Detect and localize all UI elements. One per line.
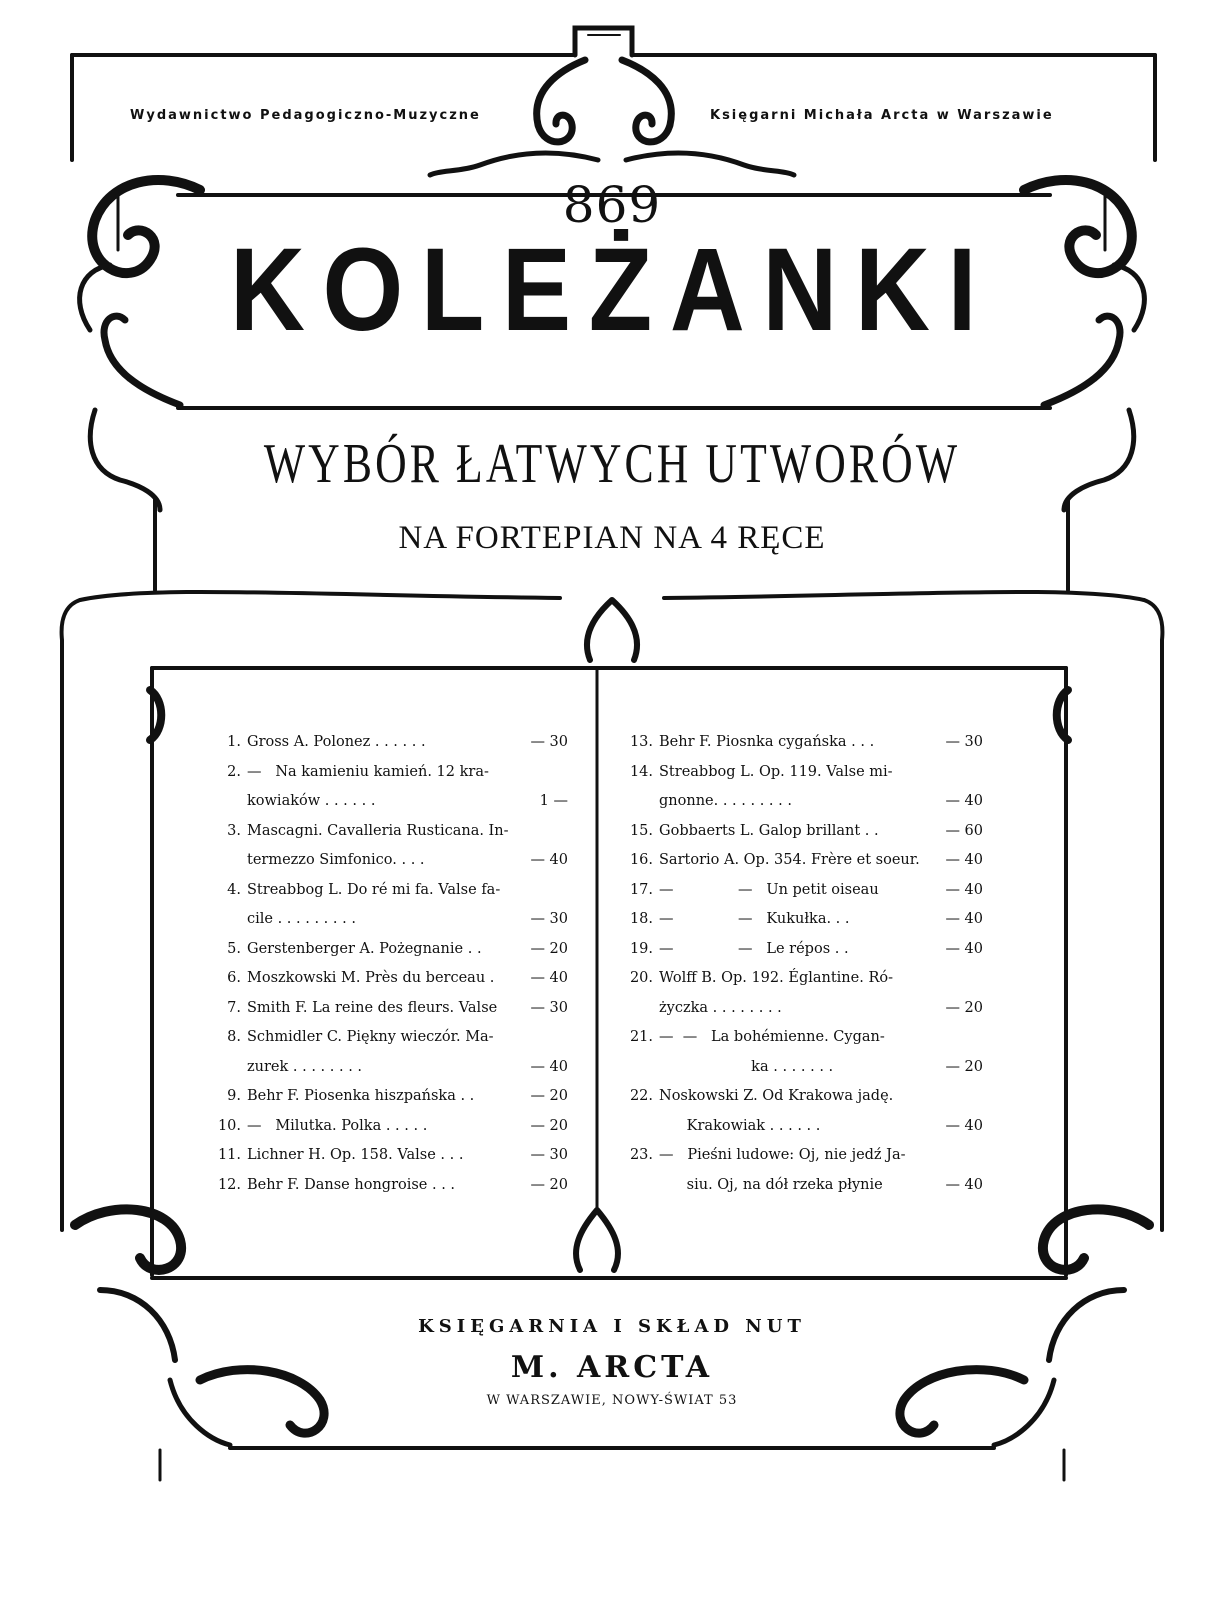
item-title: Behr F. Danse hongroise . . .	[247, 1176, 456, 1193]
list-item	[216, 935, 568, 965]
subtitle: WYBÓR ŁATWYCH UTWORÓW	[263, 433, 961, 495]
subtitle-instrumentation: NA FORTEPIAN NA 4 RĘCE	[398, 520, 826, 556]
list-item	[216, 1141, 568, 1171]
list-item	[216, 1053, 568, 1083]
item-number	[216, 905, 247, 935]
publisher-line-1: KSIĘGARNIA I SKŁAD NUT	[418, 1316, 806, 1337]
item-number: 11.	[217, 1147, 241, 1163]
list-item	[216, 846, 568, 876]
item-price: — 60	[945, 822, 983, 839]
item-number: 2.	[227, 763, 241, 780]
item-price: — 40	[945, 1176, 983, 1193]
item-title: Smith F. La reine des fleurs. Valse	[247, 999, 498, 1016]
item-number: 6.	[227, 970, 241, 986]
item-title: Noskowski Z. Od Krakowa jadę.	[659, 1088, 894, 1104]
item-title: Lichner H. Op. 158. Valse . . .	[247, 1147, 464, 1163]
list-item	[216, 1023, 568, 1053]
item-price: — 40	[945, 1117, 983, 1134]
item-price	[516, 817, 568, 847]
item-number: 9.	[227, 1088, 241, 1104]
list-item	[216, 964, 568, 994]
list-item	[216, 994, 568, 1024]
item-number: 20.	[629, 970, 653, 986]
item-title: — Na kamieniu kamień. 12 kra-	[247, 763, 489, 780]
item-number	[621, 1171, 659, 1201]
list-item	[621, 817, 983, 847]
publisher-address: W WARSZAWIE, NOWY-ŚWIAT 53	[486, 1393, 738, 1408]
item-title: cile . . . . . . . . .	[247, 911, 356, 927]
item-price	[931, 1023, 983, 1053]
item-number: 3.	[227, 822, 241, 839]
list-item	[216, 758, 568, 788]
item-price	[931, 964, 983, 994]
item-price: — 30	[945, 734, 983, 750]
item-number: 19.	[629, 940, 653, 957]
item-title: ka . . . . . . .	[659, 1058, 834, 1075]
item-number: 16.	[629, 852, 653, 868]
item-price: — 40	[945, 940, 983, 957]
item-number: 5.	[227, 940, 241, 957]
item-number	[216, 1053, 247, 1083]
list-item	[621, 905, 983, 935]
item-price: — 20	[530, 1117, 568, 1134]
item-number	[621, 994, 659, 1024]
publisher-name: M. ARCTA	[510, 1350, 714, 1385]
list-item	[621, 758, 983, 788]
item-price: — 40	[945, 793, 983, 809]
item-price: — 20	[945, 1058, 983, 1075]
item-title: siu. Oj, na dół rzeka płynie	[659, 1176, 883, 1193]
item-number	[216, 787, 247, 817]
list-item	[621, 964, 983, 994]
list-item	[216, 817, 568, 847]
item-number: 18.	[629, 911, 653, 927]
item-number: 21.	[629, 1029, 653, 1045]
list-item	[621, 728, 983, 758]
item-title: — — Le répos . .	[659, 940, 849, 957]
list-item	[216, 905, 568, 935]
item-title: Streabbog L. Op. 119. Valse mi-	[659, 763, 893, 780]
item-price: — 40	[530, 1058, 568, 1075]
item-title: życzka . . . . . . . .	[659, 999, 782, 1016]
item-title: Krakowiak . . . . . .	[659, 1117, 821, 1134]
list-item	[216, 1112, 568, 1142]
header-left-publisher: Wydawnictwo Pedagogiczno-Muzyczne	[130, 108, 481, 123]
item-title: Behr F. Piosnka cygańska . . .	[659, 734, 875, 750]
item-title: — Pieśni ludowe: Oj, nie jedź Ja-	[659, 1147, 906, 1163]
item-price: — 20	[530, 940, 568, 957]
item-price: — 20	[530, 1088, 568, 1104]
item-price: — 30	[530, 734, 568, 750]
item-number: 8.	[227, 1029, 241, 1045]
list-item	[621, 876, 983, 906]
header-right-bookstore: Księgarni Michała Arcta w Warszawie	[710, 108, 1054, 123]
item-number	[216, 846, 247, 876]
item-title: Wolff B. Op. 192. Églantine. Ró-	[659, 970, 893, 986]
item-number: 12.	[217, 1176, 241, 1193]
item-title: Gobbaerts L. Galop brillant . .	[659, 822, 879, 839]
item-title: Sartorio A. Op. 354. Frère et soeur.	[659, 852, 920, 868]
item-price	[931, 1082, 983, 1112]
item-price: — 40	[945, 881, 983, 898]
item-number: 10.	[217, 1117, 241, 1134]
item-number	[621, 1112, 659, 1142]
item-title: gnonne. . . . . . . . .	[659, 793, 792, 809]
page-title: KOLEŻANKI	[229, 224, 995, 356]
item-title: — — Kukułka. . .	[659, 911, 850, 927]
list-item	[216, 876, 568, 906]
item-title: Streabbog L. Do ré mi fa. Valse fa-	[247, 881, 501, 898]
item-number: 23.	[629, 1147, 653, 1163]
item-number: 14.	[629, 763, 653, 780]
item-price: — 30	[530, 1147, 568, 1163]
list-item	[216, 728, 568, 758]
item-number: 15.	[629, 822, 653, 839]
contents-list-left	[216, 728, 568, 1200]
list-item	[216, 1171, 568, 1201]
item-price: — 40	[945, 911, 983, 927]
list-item	[621, 787, 983, 817]
item-number: 22.	[629, 1088, 653, 1104]
item-price: — 40	[945, 852, 983, 868]
item-title: zurek . . . . . . . .	[247, 1058, 363, 1075]
item-title: Mascagni. Cavalleria Rusticana. In-	[247, 822, 509, 839]
item-price	[516, 1023, 568, 1053]
item-price	[516, 876, 568, 906]
catalog-number: 869	[562, 176, 662, 234]
item-number	[621, 1053, 659, 1083]
item-title: — — La bohémienne. Cygan-	[659, 1029, 885, 1045]
item-title: Behr F. Piosenka hiszpańska . .	[247, 1088, 475, 1104]
list-item	[621, 994, 983, 1024]
item-price	[931, 758, 983, 788]
item-number: 7.	[227, 999, 241, 1016]
item-price: — 40	[530, 852, 568, 868]
item-title: — Milutka. Polka . . . . .	[247, 1117, 428, 1134]
item-title: kowiaków . . . . . .	[247, 793, 376, 809]
list-item	[621, 935, 983, 965]
list-item	[621, 1112, 983, 1142]
list-item	[621, 1171, 983, 1201]
item-title: termezzo Simfonico. . . .	[247, 852, 425, 868]
item-title: Moszkowski M. Près du berceau .	[247, 970, 495, 986]
item-title: Gross A. Polonez . . . . . .	[247, 734, 426, 750]
item-price	[516, 758, 568, 788]
list-item	[216, 787, 568, 817]
item-price	[931, 1141, 983, 1171]
item-price: 1 —	[539, 793, 568, 809]
item-price: — 20	[945, 999, 983, 1016]
item-number: 13.	[629, 734, 653, 750]
item-price: — 40	[530, 970, 568, 986]
list-item	[621, 1023, 983, 1053]
list-item	[621, 1053, 983, 1083]
item-price: — 30	[530, 911, 568, 927]
contents-list-right	[621, 728, 983, 1200]
item-title: Gerstenberger A. Pożegnanie . .	[247, 940, 482, 957]
item-price: — 30	[530, 999, 568, 1016]
item-number: 1.	[227, 734, 241, 750]
list-item	[621, 1141, 983, 1171]
list-item	[621, 846, 983, 876]
item-number: 17.	[629, 881, 653, 898]
item-number: 4.	[227, 881, 241, 898]
item-title: Schmidler C. Piękny wieczór. Ma-	[247, 1029, 494, 1045]
list-item	[216, 1082, 568, 1112]
item-number	[621, 787, 659, 817]
item-title: — — Un petit oiseau	[659, 881, 879, 898]
list-item	[621, 1082, 983, 1112]
item-price: — 20	[530, 1176, 568, 1193]
